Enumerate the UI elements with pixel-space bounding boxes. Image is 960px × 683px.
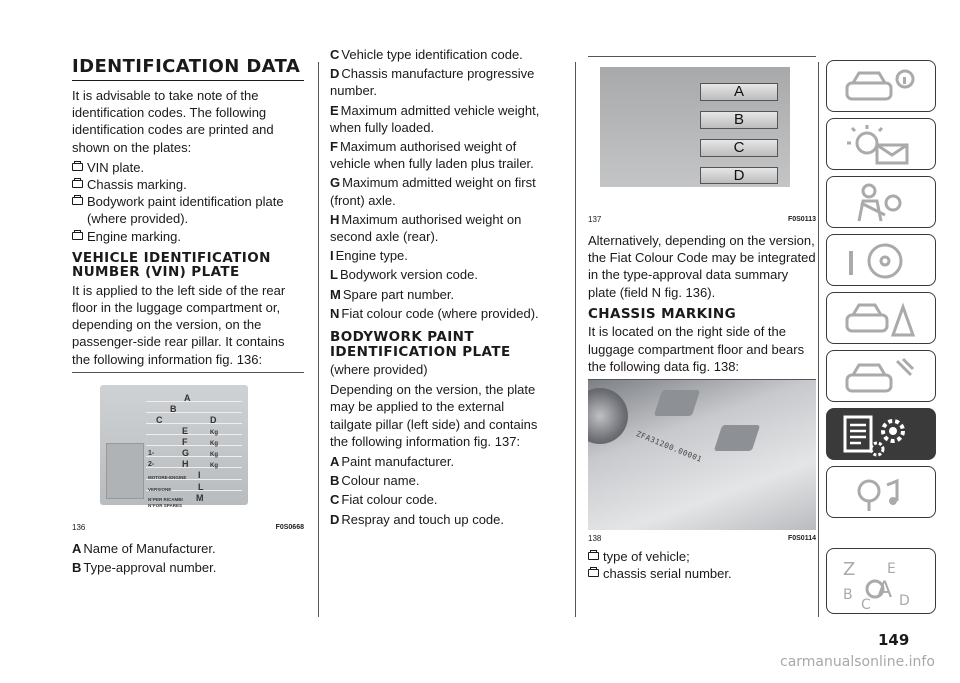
tab-technical-data[interactable]: [826, 408, 936, 460]
bullet-item: Engine marking.: [72, 228, 304, 245]
list-item: H Maximum authorised weight on second axle (rear).: [330, 211, 522, 245]
list-item: B Type-approval number.: [72, 560, 217, 576]
chassis-heading: CHASSIS MARKING: [588, 305, 737, 322]
page-number: 149: [878, 631, 910, 649]
list-item: F Maximum authorised weight of vehicle when fully laden plus trailer.: [330, 139, 534, 172]
list-item: D Respray and touch up code.: [330, 511, 504, 527]
car-bullet-icon: [588, 569, 599, 577]
bullet-item: Chassis marking.: [72, 176, 304, 193]
footer-watermark: carmanualsonline.info: [780, 654, 935, 670]
multimedia-icon: [841, 471, 921, 515]
column-divider: [318, 62, 319, 617]
list-item: C Vehicle type identification code.: [330, 47, 523, 62]
bullet-item: VIN plate.: [72, 159, 304, 176]
bullet-item: chassis serial number.: [588, 565, 816, 582]
svg-text:D: D: [899, 593, 910, 609]
figure-137: [588, 56, 816, 226]
column-2: [330, 46, 548, 530]
car-bullet-icon: [72, 197, 83, 205]
tab-maintenance[interactable]: [826, 350, 936, 402]
emergency-icon: [841, 297, 921, 341]
figure-138: [588, 379, 816, 544]
list-item: C Fiat colour code.: [330, 492, 438, 508]
svg-text:Z: Z: [843, 559, 856, 580]
column-divider: [575, 62, 576, 617]
svg-text:E: E: [887, 561, 896, 577]
car-info-icon: [841, 65, 921, 109]
list-item: N Fiat colour code (where provided).: [330, 305, 539, 321]
tab-index[interactable]: [826, 548, 936, 614]
car-bullet-icon: [72, 232, 83, 240]
maintenance-icon: [841, 355, 921, 399]
warning-lights-icon: [841, 123, 921, 167]
column-3: [588, 56, 816, 582]
vin-heading: VEHICLE IDENTIFICATION NUMBER (VIN) PLATE: [72, 249, 271, 281]
index-icon: [841, 553, 931, 613]
svg-text:B: B: [843, 587, 853, 603]
vin-plate-illustration: A B C D E F G H I L M Kg Kg Kg Kg 1- 2- MOTORE-ENGINE VERSIONE N°PER RICAMBI N°FOR SPARES: [100, 385, 248, 505]
chassis-text: It is located on the right side of the luggage compartment floor and bears the following data fig. 138:: [588, 324, 805, 374]
figure-136: [72, 372, 304, 534]
page-title: IDENTIFICATION DATA: [72, 56, 304, 81]
vin-text: It is applied to the left side of the rear floor in the luggage compartment or, depending on the version, on the passenger-side rear pillar. It contains the following information fig. 136:: [72, 282, 286, 367]
chassis-marking-photo: ZFA31200.00001: [588, 380, 816, 530]
column-divider: [818, 62, 819, 617]
alt-text: Alternatively, depending on the version, the Fiat Colour Code may be integrated in the type-approval data summary plate (field N fig. 136).: [588, 233, 816, 300]
technical-data-icon: [841, 413, 921, 457]
car-bullet-icon: [72, 180, 83, 188]
car-bullet-icon: [588, 552, 599, 560]
list-item: M Spare part number.: [330, 286, 455, 302]
paint-subtitle: (where provided): [330, 362, 428, 378]
paint-text: Depending on the version, the plate may be applied to the external tailgate pillar (left side) and contains the following information fig. 137:: [330, 382, 538, 449]
bullet-item: type of vehicle;: [588, 548, 816, 565]
tab-warning-lights[interactable]: [826, 118, 936, 170]
tab-safety[interactable]: [826, 176, 936, 228]
tab-driving[interactable]: [826, 234, 936, 286]
paint-heading: BODYWORK PAINT IDENTIFICATION PLATE: [330, 329, 511, 360]
safety-icon: [841, 181, 921, 225]
list-item: A Name of Manufacturer.: [72, 540, 216, 556]
intro-text: It is advisable to take note of the identification codes. The following identification codes are printed and shown on the plates:: [72, 88, 274, 155]
figure-caption: 137 F0S0113: [588, 215, 816, 224]
list-item: D Chassis manufacture progressive number.: [330, 66, 535, 99]
list-item: A Paint manufacturer.: [330, 454, 455, 470]
bullet-item: Bodywork paint identification plate (where provided).: [72, 193, 304, 227]
list-item: I Engine type.: [330, 248, 408, 264]
column-1: [72, 56, 304, 578]
svg-text:A: A: [877, 578, 893, 603]
list-item: B Colour name.: [330, 473, 420, 489]
tab-emergency[interactable]: [826, 292, 936, 344]
driving-icon: [841, 239, 921, 283]
car-bullet-icon: [72, 163, 83, 171]
figure-caption: 136 F0S0668: [72, 522, 304, 532]
list-item: E Maximum admitted vehicle weight, when fully loaded.: [330, 102, 540, 135]
list-item: L Bodywork version code.: [330, 267, 478, 283]
paint-plate-illustration: A B C D: [600, 67, 790, 187]
svg-text:C: C: [861, 597, 871, 613]
tab-car-info[interactable]: [826, 60, 936, 112]
list-item: G Maximum admitted weight on first (front) axle.: [330, 175, 536, 208]
figure-caption: 138 F0S0114: [588, 533, 816, 543]
tab-multimedia[interactable]: [826, 466, 936, 518]
